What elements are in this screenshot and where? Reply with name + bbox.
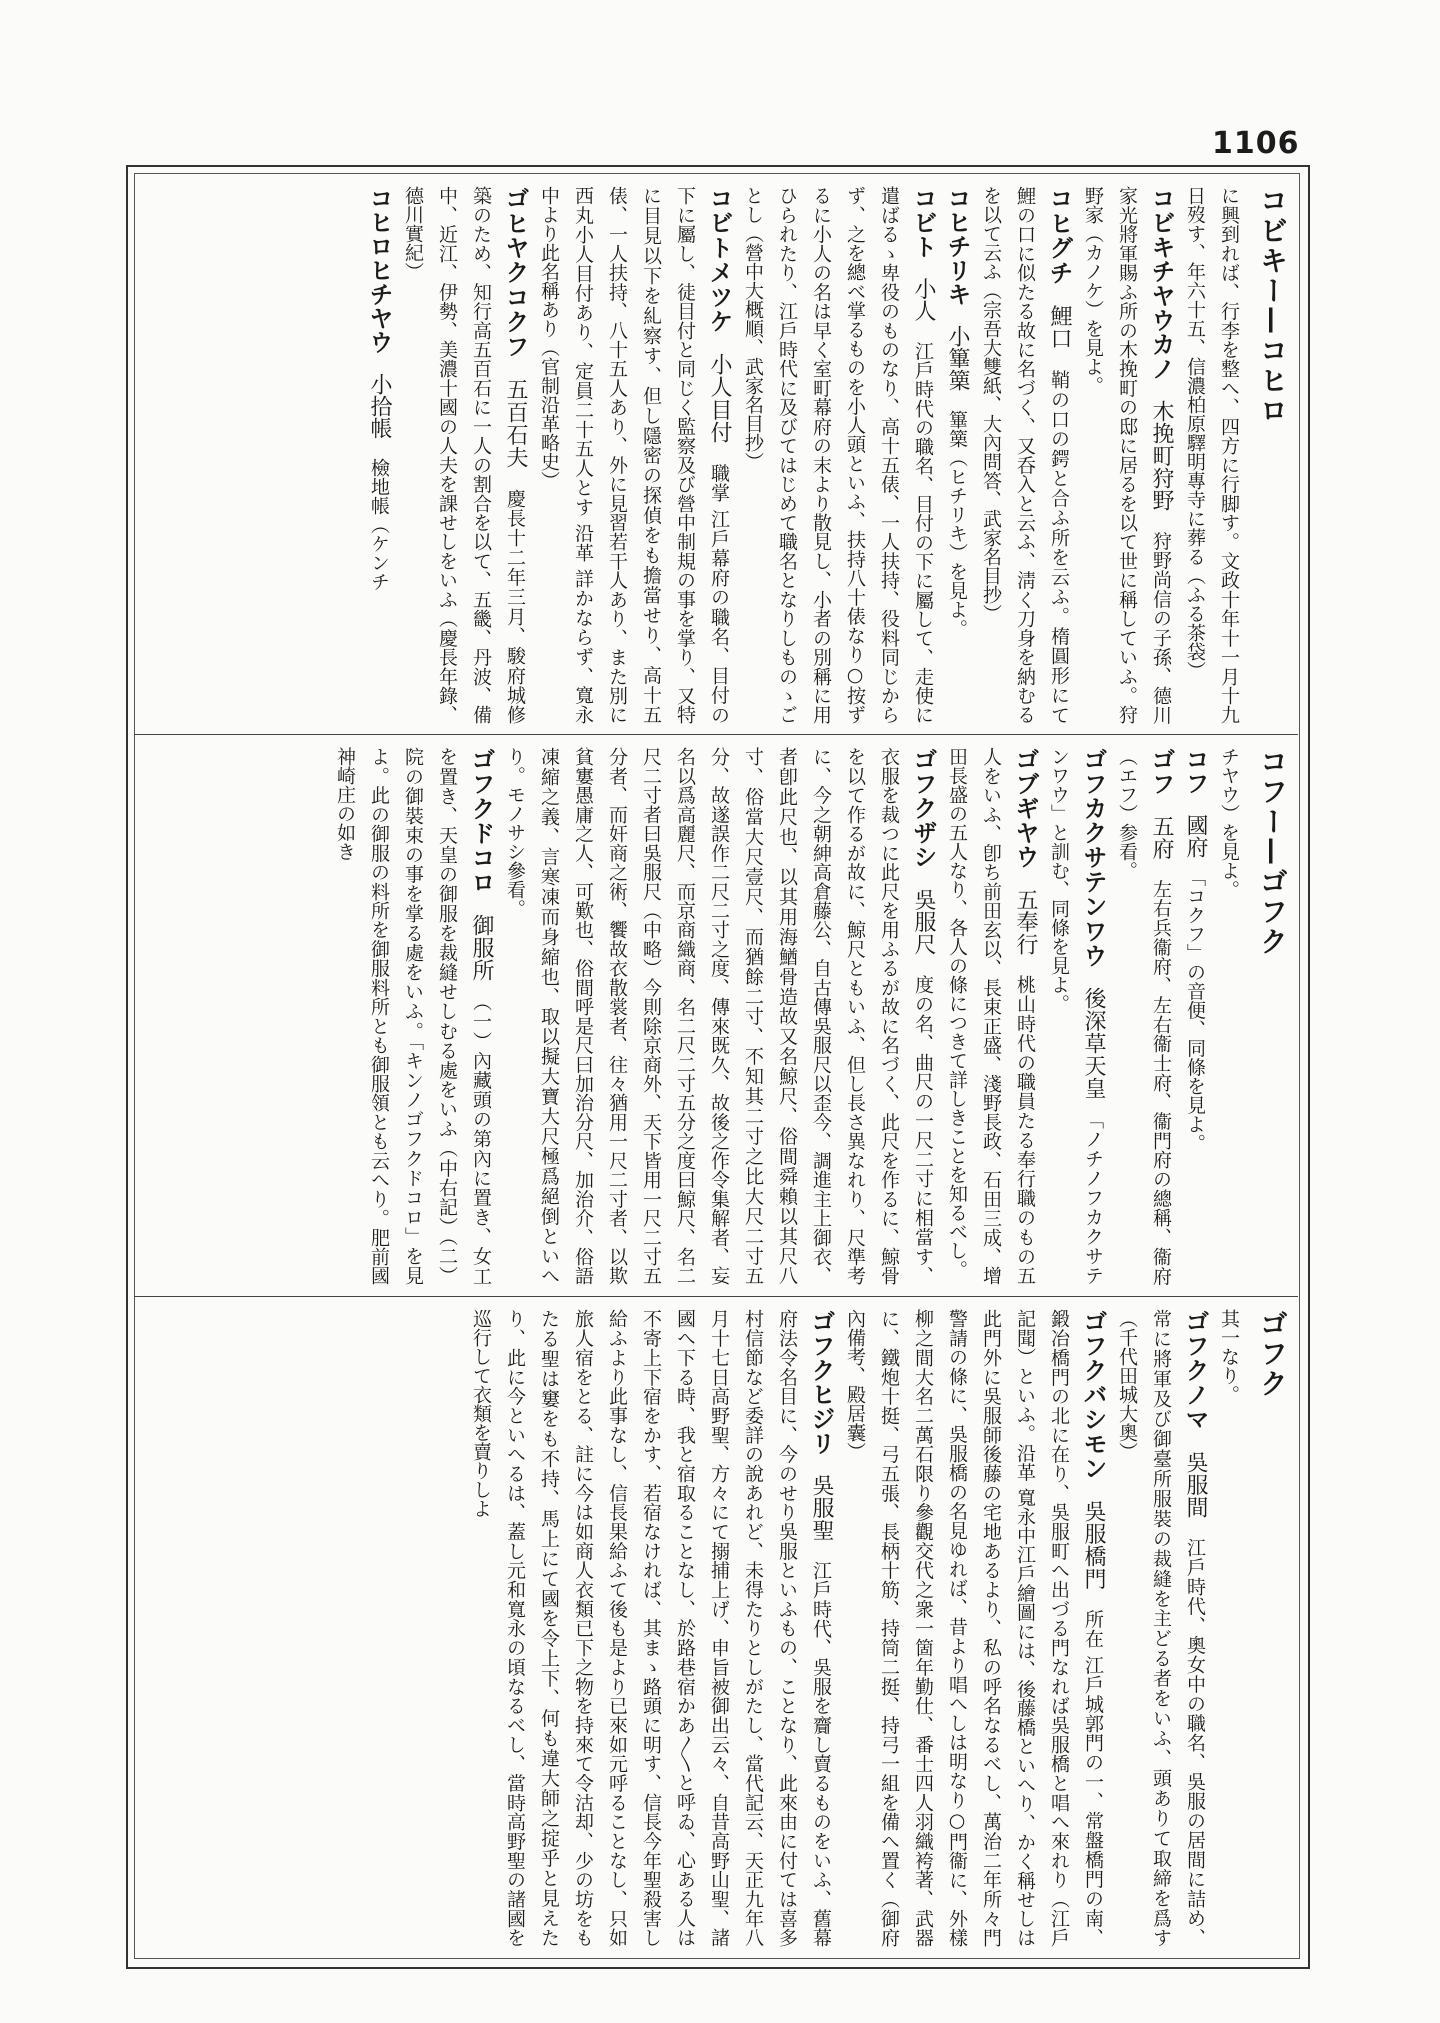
entry-headword: コヒロヒチヤウ xyxy=(365,186,393,354)
entry-kanji: 木挽町狩野 xyxy=(1149,400,1174,512)
entry-text: 度の名、曲尺の一尺二寸に相當す、衣服を裁つに此尺を用ふるが故に名づく、此尺を作るに、鯨骨を以て作るが故に、鯨尺ともいふ、但し長さ異なれり、尺準考に、今之朝紳高倉藤公、自古傳吳服尺以歪今、調進主上御衣、者卽此尺也、以其用海鰌骨造故又名鯨尺、俗間舜賴以其尺八寸、俗當大尺壹尺、而猶餘二寸、不知其二寸之比大尺二寸五分、故遂誤作二尺二寸之度、傳來既久、故後之作令集解者、妄名以爲高麗尺、而京商織商、名二尺二寸五分之度曰鯨尺、名二尺二寸者曰吳服尺（中略）今則除京商外、天下皆用一尺二寸五分者、而奸商之術、饗故衣散裳者、往々猶用一尺二寸者、以欺貧寠愚庸之人、可歎也、俗間呼是尺曰加治分尺、加治介、俗語凍縮之義、言寒凍而身縮也、取以擬大寶大尺極爲絕倒といへり。モノサシ參看。 xyxy=(504,747,934,1285)
entry-kanji: 五府 xyxy=(1149,815,1174,860)
entry-text: 「コクフ」の音便、同條を見よ。 xyxy=(1184,877,1206,1153)
entry-headword: コヒチリキ xyxy=(943,186,971,306)
entry-headword: コビキチヤウカノ xyxy=(1147,186,1175,381)
dictionary-entry xyxy=(396,186,532,724)
entry-kanji: 吳服尺 xyxy=(911,888,936,956)
entry-continuation: チヤウ）を見よ。 xyxy=(1218,747,1240,899)
dictionary-entry xyxy=(1178,747,1212,1285)
entry-headword: コフ xyxy=(1181,747,1209,795)
running-header: コフー—ゴフク xyxy=(1256,747,1289,957)
entry-kanji: 小人目付 xyxy=(707,353,732,444)
dictionary-entry xyxy=(974,186,1076,724)
entry-text: 桃山時代の職員たる奉行職のもの五人をいふ、卽ち前田玄以、長束正盛、淺野長政、石田三成、增田長盛の五人なり、各人の條につきて詳しきことを知るべし。 xyxy=(946,747,1036,1285)
band-text xyxy=(144,1309,1246,1947)
entry-headword: ゴフカクサテンワウ xyxy=(1079,747,1107,968)
entry-headword: ゴフクドコロ xyxy=(467,747,495,895)
dictionary-entry xyxy=(940,747,1042,1285)
entry-headword: ゴヒヤクコクフ xyxy=(501,186,529,359)
band-text xyxy=(144,186,1246,724)
entry-text: 鞘の口の鍔と合ふ所を云ふ。楕圓形にて鯉の口に似たる故に名づく、又呑入と云ふ、淸く刀身を納むるを以て云ふ（宗吾大雙紙、大內問答、武家名目抄） xyxy=(980,186,1070,724)
dictionary-entry xyxy=(1042,747,1110,1285)
entry-kanji: 小拾帳 xyxy=(367,373,392,439)
dictionary-entry xyxy=(1110,1309,1212,1947)
entry-text: 狩野尚信の子孫、德川家光將軍賜ふ所の木挽町の邸に居るを以て世に稱していふ。狩野家（カノケ）を見よ。 xyxy=(1082,186,1172,724)
band-divider xyxy=(134,1296,1298,1297)
entry-kanji: 御服所 xyxy=(469,914,494,982)
entry-text: 所在 江戶城郭門の一、常盤橋門の南、鍛冶橋門の北に在り、吳服町へ出づる門なれば吳服橋と唱へ來れり（江戶記聞）といふ。沿革 寬永中江戶繪圖には、後藤橋といへり、かく稱せしは此門外に吳服師後藤の宅地あるより、私の呼名なるべし、萬治二年所々門警請の條に、吳服橋の名見ゆれば、昔より唱へしは明なり○門衞に、外樣柳之間大名二萬石限り參觀交代之衆一箇年勤仕、番士四人羽織袴著、武器に、鐵炮十挺、弓五張、長柄十筋、持筒二挺、持弓一組を備へ置く（御府內備考、殿居囊） xyxy=(844,1309,1104,1947)
running-header: ゴフク xyxy=(1256,1309,1289,1399)
entry-kanji: 小篳篥 xyxy=(945,325,970,391)
entry-kanji: 鯉口 xyxy=(1047,304,1072,351)
entry-text: 職掌 江戶幕府の職名、目付の下に屬し、徒目付と同じく監察及び營中制規の事を掌り、又特に目見以下を糺察す、但し隱密の探偵をも擔當せり、高十五俵、一人扶持、八十五人あり、外に見習若干人あり、また別に西丸小人目付あり、定員二十五人とす 沿革 詳かならず、寬永中より此名稱あり（官制沿革略史） xyxy=(538,186,730,724)
entry-continuation: 其一なり。 xyxy=(1218,1309,1240,1404)
dictionary-band xyxy=(134,737,1298,1293)
entry-text: 慶長十二年三月、駿府城修築のため、知行高五百石に一人の割合を以て、五畿、丹波、備中、近江、伊勢、美濃十國の人夫を課せしをいふ（慶長年錄、德川實紀） xyxy=(402,186,526,724)
entry-text: 江戶時代の職名、目付の下に屬して、走使に遣ばるゝ卑役のものなり、高十五俵、一人扶持、役料同じからず、之を總べ掌るものを小人頭といふ、扶持八十俵なり○按ずるに小人の名は早く室町幕府の末より散見し、小者の別稱に用ひられたり、江戶時代に及びてはじめて職名となりしものゝごとし（營中大概順、武家名目抄） xyxy=(742,186,934,724)
page-number: 1106 xyxy=(1212,126,1300,161)
dictionary-band xyxy=(134,176,1298,732)
entry-text: 江戶時代、奧女中の職名、吳服の居間に詰め、常に將軍及び御臺所服裝の裁縫を主どる者をいふ、頭ありて取締を爲す（千代田城大奧） xyxy=(1116,1309,1206,1947)
dictionary-entry xyxy=(498,747,940,1285)
entry-kanji: 後深草天皇 xyxy=(1081,987,1106,1100)
dictionary-entry xyxy=(362,186,396,724)
entry-kanji: 五百石夫 xyxy=(503,378,528,470)
dictionary-entry xyxy=(464,1309,838,1947)
dictionary-entry xyxy=(532,186,736,724)
entry-headword: ゴフクバシモン xyxy=(1079,1309,1107,1481)
entry-headword: コビト xyxy=(909,186,937,259)
entry-kanji: 吳服橋門 xyxy=(1081,1500,1106,1590)
entry-text: 篳篥（ヒチリキ）を見よ。 xyxy=(946,410,968,638)
entry-headword: ゴフクヒジリ xyxy=(807,1309,835,1455)
entry-text: 左右兵衞府、左右衞士府、衞門府の總稱、衞府（エフ）参看。 xyxy=(1116,747,1172,1285)
entry-kanji: 五奉行 xyxy=(1013,888,1038,956)
dictionary-entry xyxy=(736,186,940,724)
entry-headword: コビトメツケ xyxy=(705,186,733,334)
band-text xyxy=(144,747,1246,1285)
entry-kanji: 吳服聖 xyxy=(809,1474,834,1542)
entry-text: 「ノチノフカクサテンワウ」と訓む、同條を見よ。 xyxy=(1048,747,1104,1285)
running-header: コビキー—コヒロ xyxy=(1256,186,1289,426)
entry-kanji: 小人 xyxy=(911,277,936,322)
entry-headword: ゴブギヤウ xyxy=(1011,747,1039,869)
entry-kanji: 吳服間 xyxy=(1183,1451,1208,1519)
entry-text: 江戶時代、吳服を齎し賣るものをいふ、舊幕府法令名目に、今のせり吳服といふもの、ことなり、此來由に付ては喜多村信節など委詳の說あれど、未得たりとしがたし、當代記云、天正九年八月十七日高野聖、方々にて搦捕上げ、申旨被御出云々、自昔高野山聖、諸國へ下る時、我と宿取ることなし、於路巷宿かあ〳〵と呼ゐ、心ある人は不寄上下宿をかす、若宿なければ、其まゝ路頭に明す、信長今年聖殺害し給ふより此事なし、信長果給ふて後も是より已來如元呼ることなし、只如旅人宿をとる、註に今は如商人衣類已下之物を持來て令沽却、少の坊をもたる聖は窶をも不持、馬上にて國を令上下、何も違大師之掟乎と見えたり、此に今といへるは、蓋し元和寬永の頃なるべし、當時高野聖の諸國を巡行して衣類を賣りしよ xyxy=(470,1309,832,1947)
dictionary-entry xyxy=(1076,186,1178,724)
entry-continuation: に興到れば、行李を整へ、四方に行脚す。文政十年十一月十九日歿す、年六十五、信濃柏原驛明專寺に葬る（ふる茶袋） xyxy=(1184,186,1240,724)
dictionary-entry xyxy=(1110,747,1178,1285)
band-divider xyxy=(134,734,1298,735)
entry-text: 檢地帳（ケンチ xyxy=(368,458,390,591)
dictionary-entry xyxy=(328,747,498,1285)
entry-headword: ゴフクザシ xyxy=(909,747,937,869)
entry-headword: ゴフクノマ xyxy=(1181,1309,1209,1432)
dictionary-entry xyxy=(940,186,974,724)
dictionary-band xyxy=(134,1299,1298,1955)
dictionary-entry xyxy=(838,1309,1110,1947)
entry-kanji: 國府 xyxy=(1183,814,1208,858)
entry-text: （一）內藏頭の第內に置き、女工を置き、天皇の御服を裁縫せしむる處をいふ（中右記）（二）院の御裝束の事を掌る處をいふ。「キンノゴフクドコロ」を見よ。此の御服の料所を御服料所とも御服領とも云へり。肥前國神崎庄の如き xyxy=(334,747,492,1285)
entry-headword: ゴフ xyxy=(1147,747,1175,796)
entry-headword: コヒグチ xyxy=(1045,186,1073,285)
